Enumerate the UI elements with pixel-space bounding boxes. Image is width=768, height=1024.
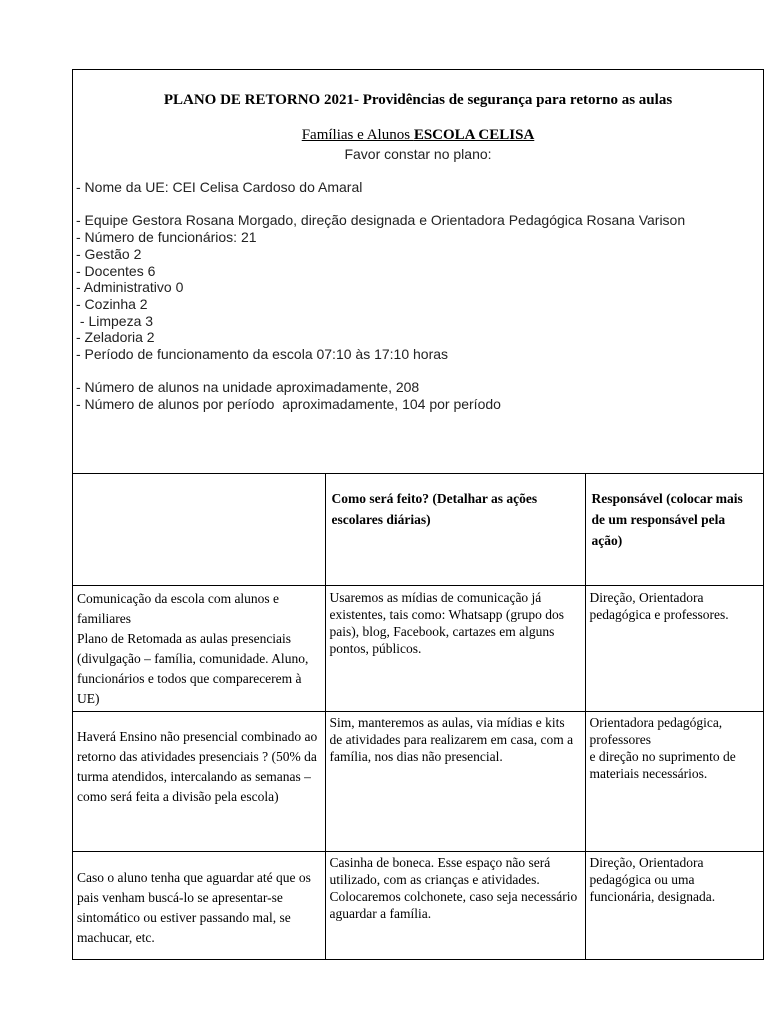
header-how-cell: Como será feito? (Detalhar as ações escolares diárias) <box>325 474 585 586</box>
subtitle-prefix: Famílias e Alunos <box>301 127 414 143</box>
info-line-school-name: - Nome da UE: CEI Celisa Cardoso do Amaral <box>76 179 363 195</box>
info-line-administrative: - Administrativo 0 <box>76 279 184 295</box>
actions-table <box>73 474 763 959</box>
document-subtitle <box>73 127 763 144</box>
row-responsible-cell: Orientadora pedagógica, professores e direção no suprimento de materiais necessários. <box>585 712 763 852</box>
document-title: PLANO DE RETORNO 2021- Providências de segurança para retorno as aulas <box>163 92 673 108</box>
school-name: ESCOLA CELISA <box>413 127 535 143</box>
table-row <box>73 712 763 852</box>
row-responsible-cell: Direção, Orientadora pedagógica ou uma funcionária, designada. <box>585 852 763 959</box>
info-line-staff-count: - Número de funcionários: 21 <box>76 229 257 245</box>
plan-document <box>72 69 764 960</box>
info-line-teachers: - Docentes 6 <box>76 263 156 279</box>
info-line-management-team: - Equipe Gestora Rosana Morgado, direção designada e Orientadora Pedagógica Rosana Varison <box>76 212 686 228</box>
info-line-operating-hours: - Período de funcionamento da escola 07:10 às 17:10 horas <box>76 346 449 362</box>
header-cell <box>73 70 763 474</box>
info-line-management: - Gestão 2 <box>76 246 142 262</box>
info-line-cleaning: - Limpeza 3 <box>76 313 154 329</box>
table-header-row <box>73 474 763 586</box>
info-line-students-total: - Número de alunos na unidade aproximadamente, 208 <box>76 379 420 395</box>
instruction-text: Favor constar no plano: <box>344 146 492 162</box>
row-action-cell: Haverá Ensino não presencial combinado ao retorno das atividades presenciais ? (50% da turma atendidos, intercalando as semanas – como será feita a divisão pela escola) <box>73 712 325 852</box>
table-row <box>73 586 763 712</box>
row-action-cell: Comunicação da escola com alunos e familiares Plano de Retomada as aulas presenciais (divulgação – família, comunidade. Aluno, funcionários e todos que comparecerem à UE) <box>73 586 325 712</box>
row-how-cell: Sim, manteremos as aulas, via mídias e kits de atividades para realizarem em casa, com a família, nos dias não presencial. <box>325 712 585 852</box>
header-responsible-cell: Responsável (colocar mais de um responsável pela ação) <box>585 474 763 586</box>
row-how-cell: Usaremos as mídias de comunicação já existentes, tais como: Whatsapp (grupo dos pais), blog, Facebook, cartazes em alguns pontos, públicos. <box>325 586 585 712</box>
row-how-cell: Casinha de boneca. Esse espaço não será utilizado, com as crianças e atividades. Colocaremos colchonete, caso seja necessário aguardar a família. <box>325 852 585 959</box>
info-line-kitchen: - Cozinha 2 <box>76 296 148 312</box>
info-line-janitorial: - Zeladoria 2 <box>76 329 155 345</box>
header-empty-cell <box>73 474 325 586</box>
row-responsible-cell: Direção, Orientadora pedagógica e professores. <box>585 586 763 712</box>
table-row <box>73 852 763 959</box>
info-line-students-per-period: - Número de alunos por período aproximadamente, 104 por período <box>76 396 501 412</box>
row-action-cell: Caso o aluno tenha que aguardar até que os pais venham buscá-lo se apresentar-se sintomático ou estiver passando mal, se machucar, etc. <box>73 852 325 959</box>
